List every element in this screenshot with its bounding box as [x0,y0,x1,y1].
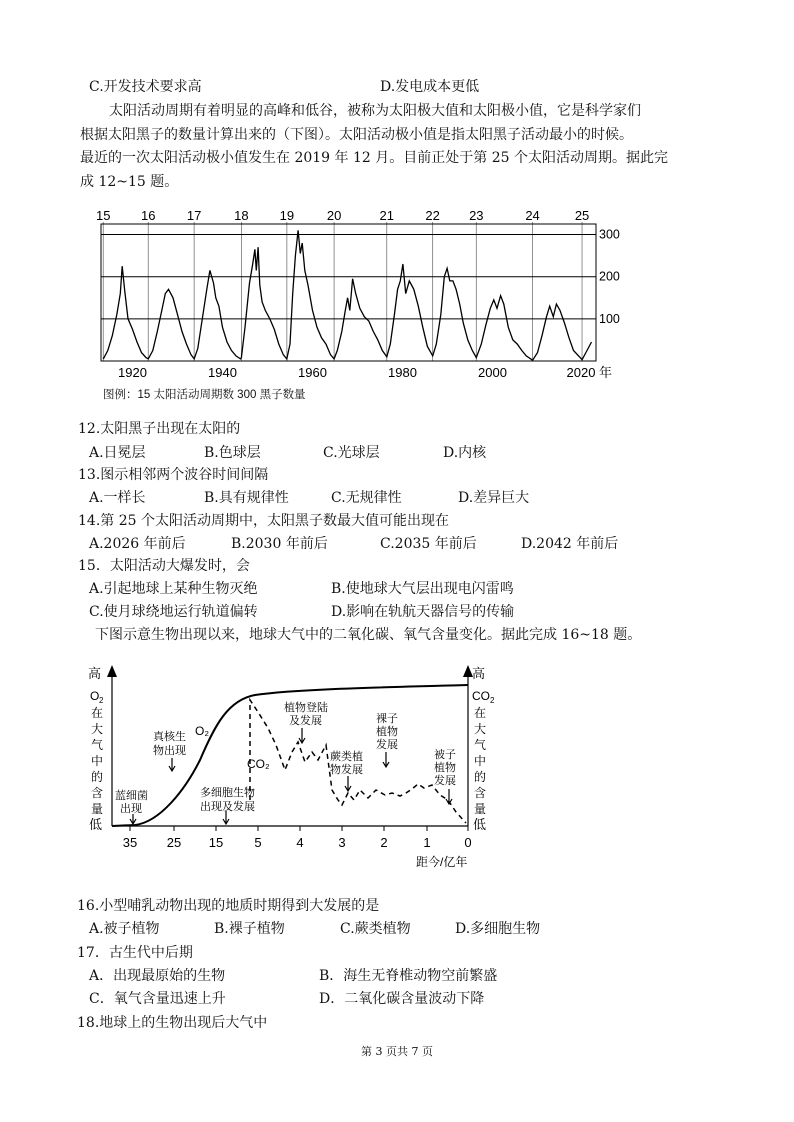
right-axis-bottom: 低 [473,817,487,832]
sunspot-x-tick-label: 2000 [478,365,507,380]
co2-label: CO₂ [247,757,270,771]
svg-text:在: 在 [91,706,104,720]
x-axis-tick-label: 35 [122,835,138,850]
right-axis-top: 高 [472,666,486,681]
svg-text:中: 中 [91,754,104,768]
x-axis-tick-label: 0 [464,835,472,850]
sunspot-cycle-label: 22 [425,208,440,223]
q16-option-d: D.多细胞生物 [455,921,541,937]
intro-2: 下图示意生物出现以来，地球大气中的二氧化碳、氧气含量变化。据此完成 16~18 题。 [95,627,642,643]
svg-text:气: 气 [91,738,104,752]
svg-text:气: 气 [474,738,487,752]
sunspot-chart [85,203,630,403]
svg-text:发展: 发展 [376,739,398,751]
svg-text:O: O [90,689,100,703]
x-axis-title: 距今/亿年 [416,855,468,869]
sunspot-cycle-label: 15 [96,208,111,223]
sunspot-legend: 图例：15 太阳活动周期数 300 黑子数量 [103,389,306,401]
page-footer: 第 3 页共 7 页 [361,1045,433,1058]
sunspot-series-line [103,230,591,360]
sunspot-cycle-label: 20 [326,208,342,223]
sunspot-x-tick-label: 1920 [118,365,147,380]
q14-stem: 14.第 25 个太阳活动周期中，太阳黑子数最大值可能出现在 [78,513,449,529]
annotation-cyanobacteria [115,788,148,824]
svg-text:2: 2 [490,696,495,705]
q15-option-b: B.使地球大气层出现电闪雷鸣 [331,581,514,597]
svg-text:蕨类植: 蕨类植 [330,751,363,763]
svg-text:被子: 被子 [434,749,456,761]
sunspot-cycle-label: 25 [574,208,590,223]
svg-text:真核生: 真核生 [153,731,186,743]
q12-option-c: C.光球层 [323,445,380,461]
q17-option-b: B．海生无脊椎动物空前繁盛 [319,968,498,984]
sunspot-cycle-label: 23 [469,208,484,223]
q12-option-d: D.内核 [443,445,487,461]
sunspot-plot-frame [101,224,596,361]
q14-option-b: B.2030 年前后 [231,536,328,552]
svg-text:植物: 植物 [434,762,456,774]
x-axis-tick-label: 2 [380,835,388,850]
svg-text:植物登陆: 植物登陆 [284,702,328,714]
sunspot-cycle-label: 18 [234,208,249,223]
q14-option-c: C.2035 年前后 [380,536,477,552]
svg-text:大: 大 [474,722,487,736]
option-c: C.开发技术要求高 [89,79,202,95]
x-axis-tick-label: 15 [208,835,224,850]
o2-label: O₂ [195,724,209,738]
intro-line-1: 太阳活动周期有着明显的高峰和低谷，被称为太阳极大值和太阳极小值，它是科学家们 [109,103,641,119]
q17-stem: 17．古生代中后期 [77,945,193,961]
atmosphere-chart [80,658,520,878]
svg-text:中: 中 [474,754,487,768]
svg-text:的: 的 [91,770,104,784]
q15-stem: 15．太阳活动大爆发时，会 [78,558,250,574]
svg-text:物发展: 物发展 [330,764,363,776]
annotation-multicellular [200,785,255,824]
svg-text:多细胞生物: 多细胞生物 [200,787,255,799]
intro-line-3: 最近的一次太阳活动极小值发生在 2019 年 12 月。目前正处于第 25 个太阳活动周期。据此完 [80,150,668,166]
svg-text:量: 量 [474,802,487,816]
option-d: D.发电成本更低 [380,79,480,95]
sunspot-cycle-label: 19 [279,208,295,223]
sunspot-y-tick-label: 300 [599,227,620,242]
q12-option-b: B.色球层 [204,445,261,461]
annotation-eukaryote [153,729,186,771]
svg-text:大: 大 [91,722,104,736]
left-axis-bottom: 低 [89,817,103,832]
x-axis-tick-label: 5 [254,835,262,850]
q13-option-c: C.无规律性 [331,490,402,506]
q12-option-a: A.日冕层 [89,445,146,461]
sunspot-y-tick-label: 100 [599,311,620,326]
annotation-gymnosperms [376,712,398,767]
svg-text:蓝细菌: 蓝细菌 [115,790,148,802]
svg-text:物出现: 物出现 [153,745,186,757]
svg-text:在: 在 [474,706,487,720]
sunspot-x-tick-label: 1980 [388,365,417,380]
q16-option-c: C.蕨类植物 [340,921,411,937]
q13-stem: 13.图示相邻两个波谷时间间隔 [78,467,269,483]
sunspot-x-tick-label: 2020 年 [566,365,613,380]
x-axis-tick-label: 1 [423,835,431,850]
annotation-ferns [330,749,363,791]
svg-text:的: 的 [474,770,487,784]
annotation-land-plants [284,700,328,743]
svg-text:裸子: 裸子 [376,713,398,725]
q13-option-d: D.差异巨大 [458,490,530,506]
sunspot-cycle-label: 17 [186,208,202,223]
q17-option-c: C．氧气含量迅速上升 [89,991,226,1007]
intro-line-4: 成 12~15 题。 [80,174,179,190]
svg-text:植物: 植物 [376,726,398,738]
x-axis-tick-label: 4 [296,835,304,850]
q14-option-a: A.2026 年前后 [89,536,186,552]
q13-option-a: A.一样长 [89,490,146,506]
x-axis-tick-label: 25 [166,835,182,850]
sunspot-cycle-label: 16 [141,208,156,223]
svg-text:发展: 发展 [434,775,456,787]
q12-stem: 12.太阳黑子出现在太阳的 [78,421,241,437]
sunspot-y-tick-label: 200 [599,269,620,284]
q15-option-c: C.使月球绕地运行轨道偏转 [89,604,258,620]
q17-option-a: A．出现最原始的生物 [89,968,226,984]
svg-text:2: 2 [99,696,104,705]
sunspot-x-tick-label: 1960 [298,365,327,380]
svg-text:含: 含 [91,786,104,800]
right-axis-title [472,689,495,816]
svg-text:含: 含 [474,786,487,800]
svg-text:量: 量 [91,802,104,816]
svg-text:CO: CO [472,689,490,703]
left-axis-arrow [107,665,117,677]
q13-option-b: B.具有规律性 [204,490,289,506]
q16-option-b: B.裸子植物 [214,921,285,937]
q16-stem: 16.小型哺乳动物出现的地质时期得到大发展的是 [77,898,380,914]
q15-option-d: D.影响在轨航天器信号的传输 [331,604,515,620]
q14-option-d: D.2042 年前后 [521,536,619,552]
q18-stem: 18.地球上的生物出现后大气中 [77,1015,268,1031]
annotation-angiosperms [434,747,456,804]
x-axis-tick-label: 3 [338,835,346,850]
svg-text:及发展: 及发展 [289,715,322,727]
sunspot-cycle-label: 24 [525,208,540,223]
q17-option-d: D．二氧化碳含量波动下降 [319,991,485,1007]
sunspot-cycle-label: 21 [379,208,394,223]
intro-line-2: 根据太阳黑子的数量计算出来的（下图）。太阳活动极小值是指太阳黑子活动最小的时候。 [80,127,633,143]
q15-option-a: A.引起地球上某种生物灭绝 [89,581,258,597]
sunspot-x-tick-label: 1940 [208,365,237,380]
left-axis-top: 高 [88,666,102,681]
svg-text:出现及发展: 出现及发展 [200,801,255,813]
q16-option-a: A.被子植物 [89,921,160,937]
svg-text:出现: 出现 [120,803,142,815]
left-axis-title [90,689,104,816]
